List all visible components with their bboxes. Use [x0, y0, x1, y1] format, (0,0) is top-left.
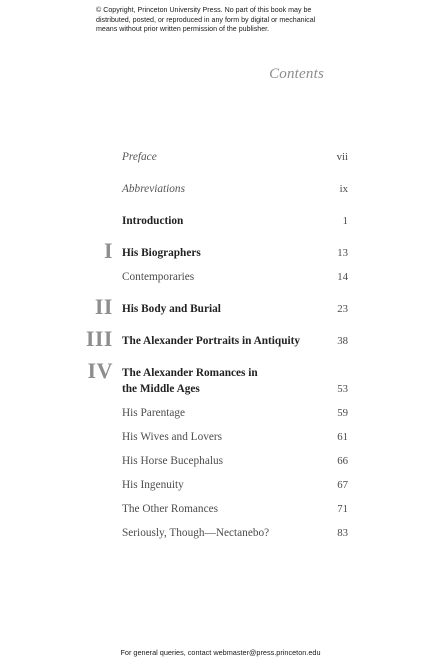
toc-entry-page: 53: [337, 383, 348, 395]
chapter-numeral: IV: [87, 358, 113, 383]
toc-entry-contemporaries[interactable]: [122, 269, 348, 285]
toc-entry-introduction[interactable]: [122, 213, 348, 229]
toc-entry-title: His Ingenuity: [122, 479, 184, 491]
toc-entry-title: His Body and Burial: [122, 303, 221, 315]
toc-entry-chapter-1[interactable]: [122, 245, 348, 261]
copyright-line: distributed, posted, or reproduced in any form by digital or mechanical: [96, 15, 316, 24]
toc-entry-chapter-2[interactable]: [122, 301, 348, 317]
toc-entry-page: 67: [337, 479, 348, 491]
toc-entry-parentage[interactable]: [122, 405, 348, 421]
toc-entry-page: 13: [337, 247, 348, 259]
toc-entry-title: Introduction: [122, 215, 184, 227]
toc-entry-title: His Parentage: [122, 407, 186, 419]
copyright-line: © Copyright, Princeton University Press. No part of this book may be: [96, 6, 312, 14]
toc-entry-page: 14: [337, 271, 348, 283]
toc-entry-title: Seriously, Though—Nectanebo?: [122, 527, 270, 539]
chapter-numeral: I: [103, 238, 113, 263]
toc-entry-title: His Biographers: [122, 247, 201, 259]
toc-entry-chapter-3[interactable]: [122, 333, 348, 349]
toc-entry-page: 83: [337, 527, 348, 539]
toc-entry-title: The Alexander Romances in: [122, 367, 258, 379]
footer-contact: For general queries, contact webmaster@press.princeton.edu: [120, 648, 321, 657]
toc-entry-title: His Horse Bucephalus: [122, 455, 224, 467]
toc-entry-abbreviations[interactable]: [122, 181, 348, 197]
toc-entry-title: The Alexander Portraits in Antiquity: [122, 335, 301, 347]
toc-entry-title: Abbreviations: [122, 183, 185, 195]
toc-entry-chapter-4[interactable]: [122, 365, 348, 397]
toc-entry-ingenuity[interactable]: [122, 477, 348, 493]
toc-entry-preface[interactable]: [122, 149, 348, 165]
contents-heading: Contents: [269, 66, 324, 82]
toc-entry-horse-bucephalus[interactable]: [122, 453, 348, 469]
toc-entry-page: 59: [337, 407, 348, 419]
toc-entry-title: Contemporaries: [122, 271, 195, 283]
toc-entry-page: 38: [337, 335, 348, 347]
toc-entry-title: Preface: [122, 151, 157, 163]
toc-entry-title: His Wives and Lovers: [122, 431, 223, 443]
toc-entry-title: The Other Romances: [122, 503, 218, 515]
toc-entry-wives-and-lovers[interactable]: [122, 429, 348, 445]
toc-entry-page: 61: [337, 431, 348, 443]
toc-entry-page: 23: [337, 303, 348, 315]
chapter-numeral: III: [85, 326, 113, 351]
copyright-line: means without prior written permission of the publisher.: [96, 25, 270, 34]
toc-entry-title-continued: the Middle Ages: [122, 383, 200, 395]
toc-entry-other-romances[interactable]: [122, 501, 348, 517]
toc-entry-page: vii: [336, 151, 348, 163]
toc-entry-page: 66: [337, 455, 348, 467]
chapter-numeral: II: [94, 294, 113, 319]
toc-entry-page: 1: [342, 215, 348, 227]
toc-entry-nectanebo[interactable]: [122, 525, 348, 541]
toc-entry-page: ix: [339, 183, 348, 195]
toc-entry-page: 71: [337, 503, 348, 515]
